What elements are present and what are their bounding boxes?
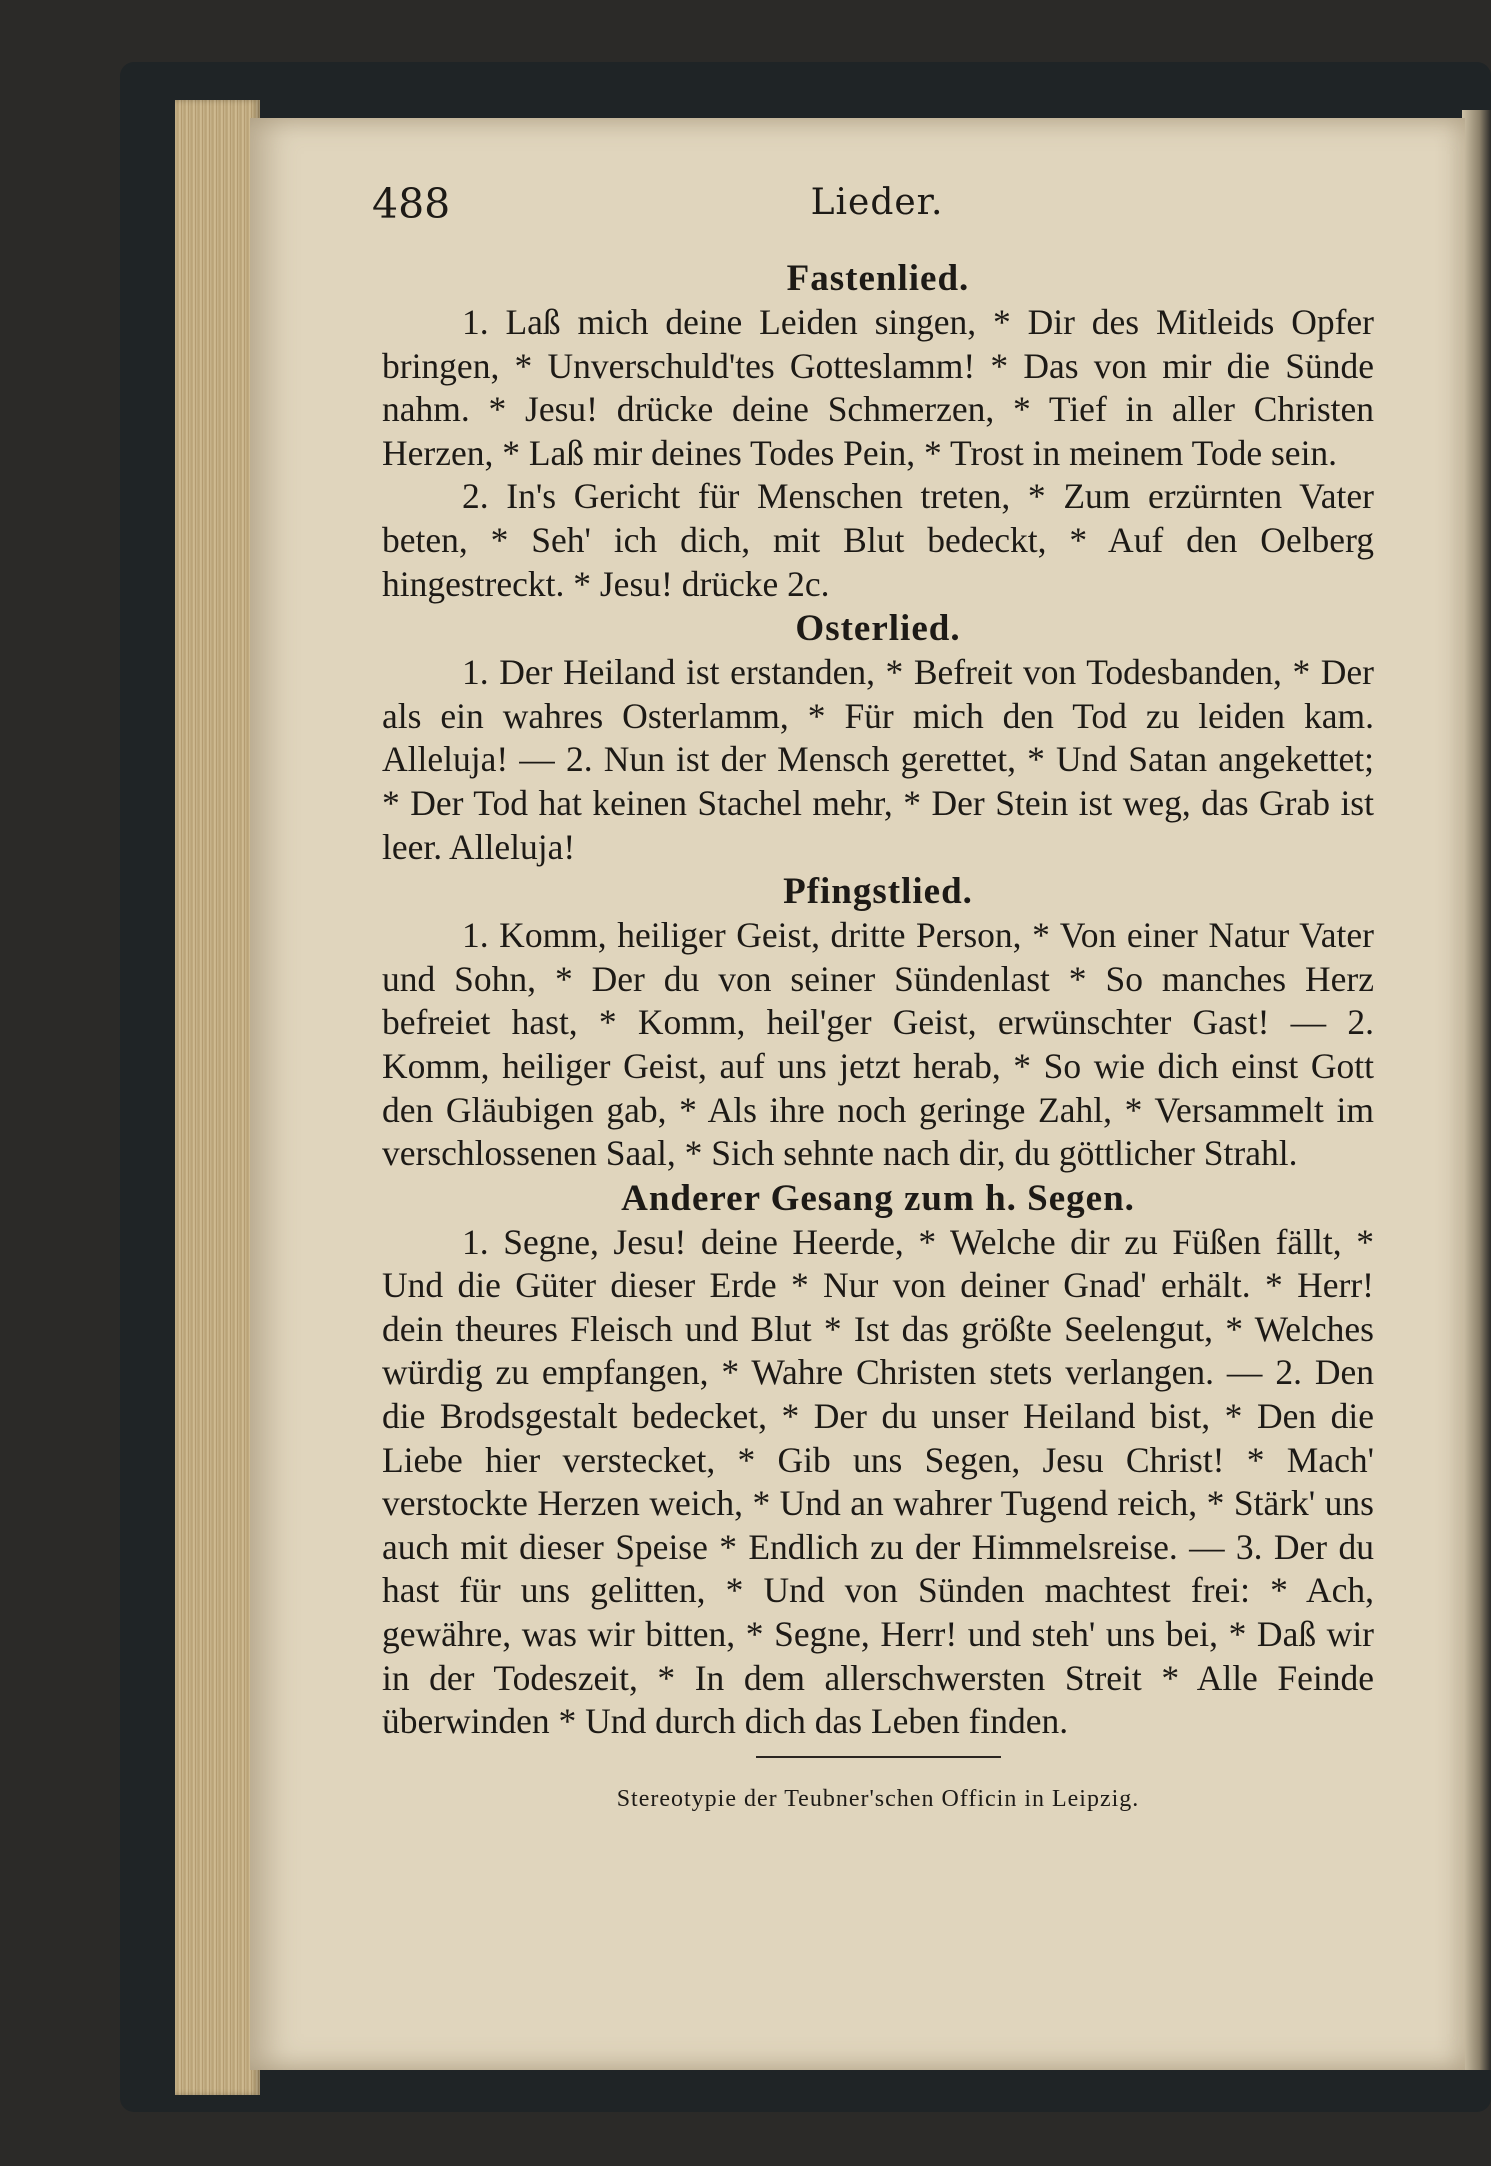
page-header	[372, 180, 1382, 240]
section-title: Osterlied.	[795, 608, 961, 650]
page-edges	[175, 100, 260, 2095]
hymn-verse: 2. In's Gericht für Menschen treten, * Zum erzürnten Vater beten, * Seh' ich dich, mit Blut bedeckt, * Auf den Oelberg hingestreckt. * Jesu! drücke 2c.	[382, 476, 1374, 604]
page-number: 488	[372, 180, 451, 228]
hymn-verse: 1. Segne, Jesu! deine Heerde, * Welche dir zu Füßen fällt, * Und die Güter dieser Erde * Nur von deiner Gnad' erhält. * Herr! dein theures Fleisch und Blut * Ist das größte Seelengut, * Welches würdig zu empfangen, * Wahre Christen stets verlangen. — 2. Den die Brodsgestalt bedecket, * Der du unser Heiland bist, * Den die Liebe hier verstecket, * Gib uns Segen, Jesu Christ! * Mach' verstockte Herzen weich, * Und an wahrer Tugend reich, * Stärk' uns auch mit dieser Speise * Endlich zu der Himmelsreise. — 3. Der du hast für uns gelitten, * Und von Sünden machtest frei: * Ach, gewähre, was wir bitten, * Segne, Herr! und steh' uns bei, * Daß wir in der Todeszeit, * In dem allerschwersten Streit * Alle Feinde überwinden * Und durch dich das Leben finden.	[382, 1221, 1374, 1742]
hymn-verse: 1. Laß mich deine Leiden singen, * Dir des Mitleids Opfer bringen, * Unverschuld'tes Gotteslamm! * Das von mir die Sünde nahm. * Jesu! drücke deine Schmerzen, * Tief in aller Christen Herzen, * Laß mir deines Todes Pein, * Trost in meinem Tode sein.	[382, 302, 1374, 473]
running-head: Lieder.	[810, 182, 944, 223]
hymn-verse: 1. Komm, heiliger Geist, dritte Person, * Von einer Natur Vater und Sohn, * Der du von seiner Sündenlast * So manches Herz befreiet hast, * Komm, heil'ger Geist, erwünschter Gast! — 2. Komm, heiliger Geist, auf uns jetzt herab, * So wie dich einst Gott den Gläubigen gab, * Als ihre noch geringe Zahl, * Versammelt im verschlossenen Saal, * Sich sehnte nach dir, du göttlicher Strahl.	[382, 915, 1374, 1174]
section-title: Pfingstlied.	[783, 871, 973, 913]
page-gutter	[1462, 110, 1491, 2070]
printer-imprint: Stereotypie der Teubner'schen Officin in Leipzig.	[616, 1785, 1140, 1812]
footer-rule	[756, 1756, 1001, 1758]
section-title: Fastenlied.	[786, 258, 970, 299]
book-page	[250, 118, 1465, 2070]
hymn-verse: 1. Der Heiland ist erstanden, * Befreit von Todesbanden, * Der als ein wahres Osterlamm, * Für mich den Tod zu leiden kam. Alleluja! — 2. Nun ist der Mensch gerettet, * Und Satan angekettet; * Der Tod hat keinen Stachel mehr, * Der Stein ist weg, das Grab ist leer. Alleluja!	[382, 652, 1374, 867]
page-body	[382, 256, 1374, 1821]
section-title: Anderer Gesang zum h. Segen.	[621, 1177, 1135, 1219]
